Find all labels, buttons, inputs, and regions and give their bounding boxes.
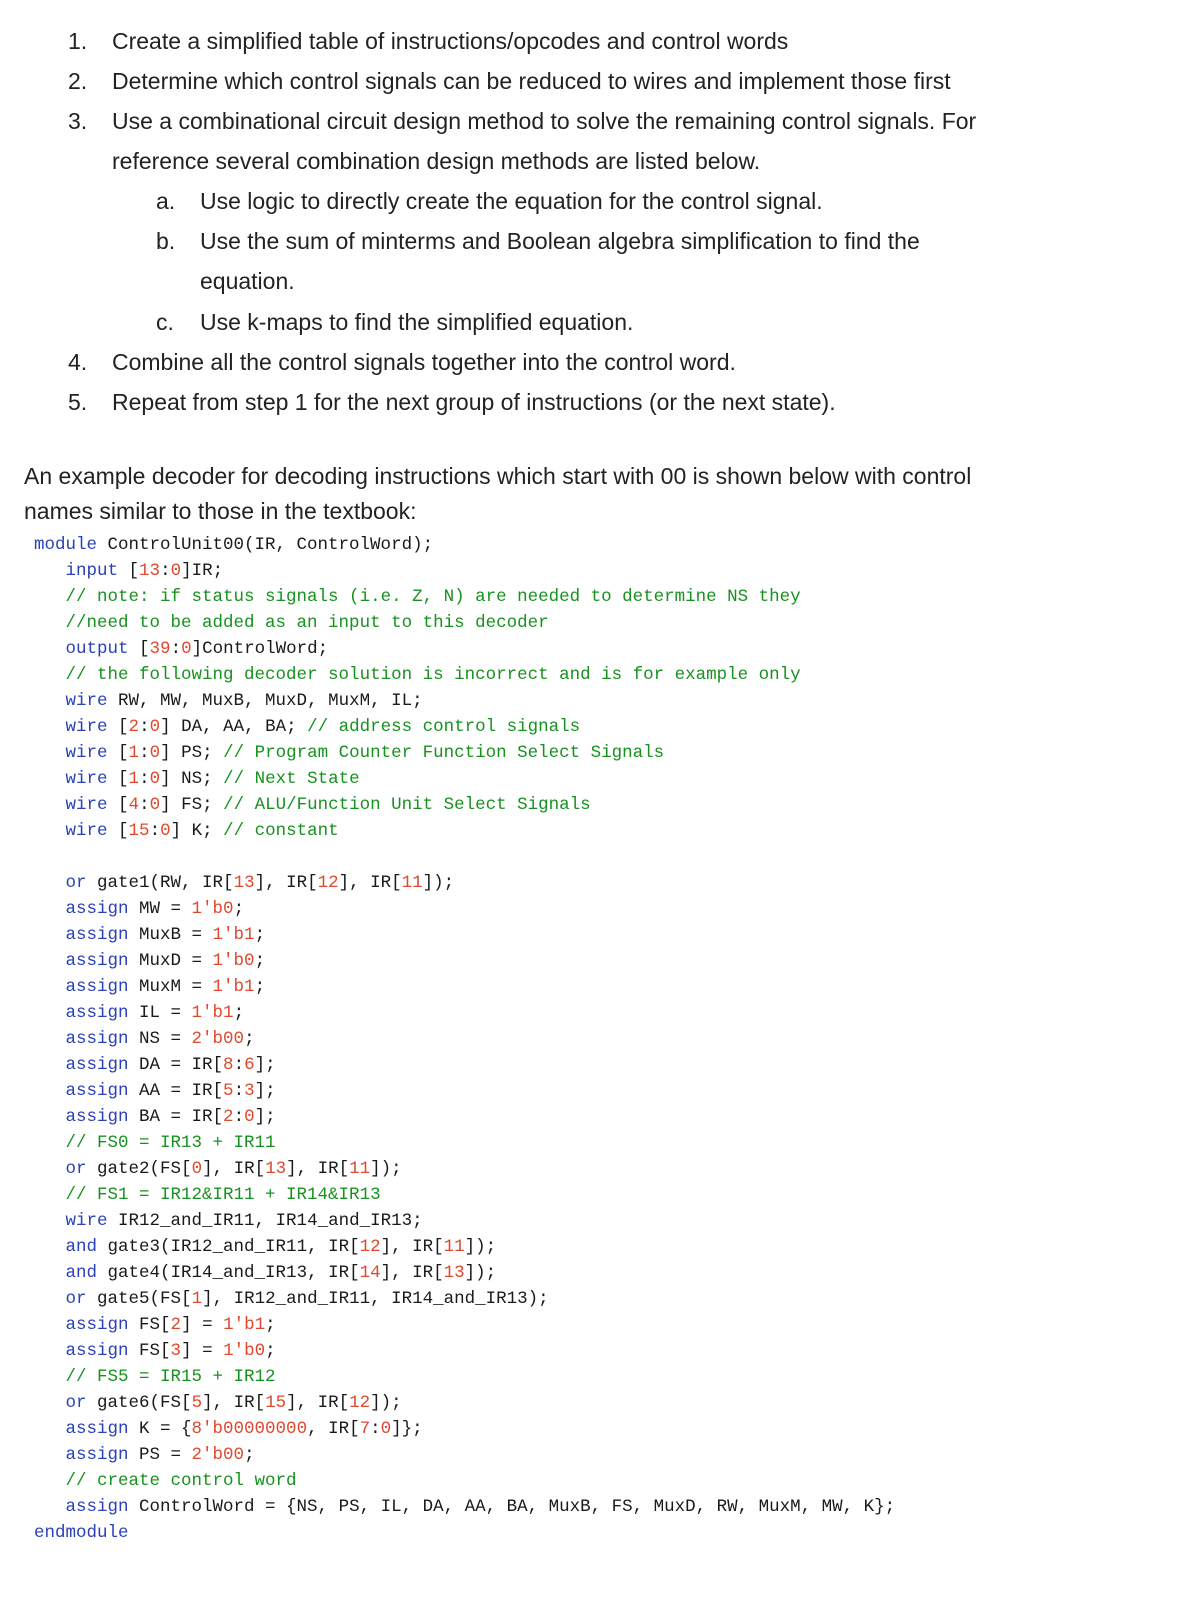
code-number: 0: [149, 795, 161, 815]
code-token: RW, MW, MuxB, MuxD, MuxM, IL;: [107, 691, 423, 711]
code-token: [: [107, 717, 129, 737]
code-token: [34, 1159, 66, 1179]
code-token: PS =: [128, 1445, 192, 1465]
code-comment: // Program Counter Function Select Signals: [223, 743, 665, 763]
code-token: [34, 977, 66, 997]
code-keyword: and: [65, 1237, 98, 1257]
code-token: [34, 587, 66, 607]
code-token: [34, 1055, 66, 1075]
code-line: [34, 584, 801, 610]
code-token: [34, 1237, 66, 1257]
code-number: 7: [359, 1419, 371, 1439]
code-token: :: [139, 743, 150, 763]
code-token: ;: [233, 1003, 245, 1023]
code-token: IR12_and_IR11, IR14_and_IR13;: [107, 1211, 423, 1231]
code-keyword: assign: [65, 1029, 129, 1049]
code-keyword: assign: [65, 977, 129, 997]
code-keyword: wire: [65, 743, 108, 763]
code-token: MuxD =: [128, 951, 213, 971]
code-token: ]);: [464, 1263, 497, 1283]
code-number: 1'b1: [223, 1315, 266, 1335]
code-token: :: [233, 1107, 245, 1127]
code-keyword: assign: [65, 1003, 129, 1023]
code-token: DA = IR[: [128, 1055, 224, 1075]
code-line: [34, 740, 664, 766]
code-keyword: wire: [65, 769, 108, 789]
code-line: [34, 1520, 129, 1546]
code-token: [34, 821, 66, 841]
code-number: 12: [317, 873, 339, 893]
code-number: 14: [359, 1263, 381, 1283]
code-number: 1'b0: [191, 899, 234, 919]
code-line: [34, 1104, 276, 1130]
code-keyword: or: [65, 1159, 87, 1179]
code-comment: // create control word: [65, 1471, 297, 1491]
code-keyword: wire: [65, 717, 108, 737]
code-token: gate6(FS[: [86, 1393, 192, 1413]
code-token: [34, 951, 66, 971]
code-keyword: wire: [65, 691, 108, 711]
code-number: 8'b00000000: [191, 1419, 308, 1439]
code-token: ], IR[: [338, 873, 402, 893]
code-token: ]);: [370, 1393, 402, 1413]
code-token: FS[: [128, 1315, 171, 1335]
code-token: :: [233, 1081, 245, 1101]
code-line: [34, 1442, 255, 1468]
substep-text: Use k-maps to find the simplified equation.: [200, 309, 634, 335]
code-token: [34, 925, 66, 945]
code-line: [34, 532, 433, 558]
code-token: ], IR[: [202, 1393, 266, 1413]
code-keyword: assign: [65, 1055, 129, 1075]
code-keyword: wire: [65, 821, 108, 841]
code-token: ] PS;: [160, 743, 224, 763]
code-token: ]ControlWord;: [191, 639, 329, 659]
code-token: ] =: [181, 1315, 224, 1335]
code-comment: // FS0 = IR13 + IR11: [65, 1133, 276, 1153]
substep-text-continued: equation.: [200, 268, 295, 294]
code-line: [34, 610, 549, 636]
step-text: Repeat from step 1 for the next group of instructions (or the next state).: [112, 389, 836, 415]
code-number: 0: [149, 769, 161, 789]
code-token: ], IR[: [380, 1263, 444, 1283]
code-token: [34, 1341, 66, 1361]
step-text: Create a simplified table of instructions/opcodes and control words: [112, 28, 789, 54]
code-token: [34, 561, 66, 581]
code-comment: // Next State: [223, 769, 360, 789]
code-number: 0: [181, 639, 192, 659]
code-number: 1'b0: [212, 951, 255, 971]
code-token: ], IR12_and_IR11, IR14_and_IR13);: [202, 1289, 549, 1309]
code-number: 1: [191, 1289, 203, 1309]
code-number: 3: [170, 1341, 182, 1361]
code-number: 1: [128, 743, 140, 763]
code-number: 1'b0: [223, 1341, 266, 1361]
code-number: 1'b1: [212, 925, 255, 945]
code-token: [34, 639, 66, 659]
code-token: [: [118, 561, 140, 581]
code-number: 2: [128, 717, 140, 737]
code-token: AA = IR[: [128, 1081, 224, 1101]
code-token: [34, 1263, 66, 1283]
code-line: [34, 1078, 276, 1104]
code-token: [34, 795, 66, 815]
code-token: ], IR[: [202, 1159, 266, 1179]
step-number: 4.: [68, 349, 88, 375]
code-keyword: and: [65, 1263, 98, 1283]
code-token: BA = IR[: [128, 1107, 224, 1127]
code-token: ], IR[: [380, 1237, 444, 1257]
code-token: ;: [244, 1029, 255, 1049]
code-token: K = {: [128, 1419, 192, 1439]
code-token: [34, 1003, 66, 1023]
code-token: [34, 1445, 66, 1465]
step-number: 1.: [68, 28, 88, 54]
code-line: [34, 896, 244, 922]
code-token: ]);: [422, 873, 455, 893]
substep-letter: a.: [156, 188, 176, 214]
code-line: [34, 818, 339, 844]
code-line: [34, 1130, 276, 1156]
code-keyword: assign: [65, 1497, 129, 1517]
code-token: :: [139, 717, 150, 737]
code-line: [34, 766, 360, 792]
code-token: :: [139, 795, 150, 815]
code-token: [34, 1497, 66, 1517]
step-number: 2.: [68, 68, 88, 94]
code-comment: // FS1 = IR12&IR11 + IR14&IR13: [65, 1185, 381, 1205]
code-token: gate3(IR12_and_IR11, IR[: [97, 1237, 360, 1257]
code-keyword: or: [65, 873, 87, 893]
code-line: [34, 1364, 276, 1390]
code-keyword: or: [65, 1393, 87, 1413]
code-number: 15: [128, 821, 150, 841]
code-token: MuxB =: [128, 925, 213, 945]
code-token: ] FS;: [160, 795, 224, 815]
code-keyword: assign: [65, 899, 129, 919]
code-number: 1'b1: [191, 1003, 234, 1023]
code-line: [34, 688, 423, 714]
code-line: [34, 1208, 423, 1234]
code-token: NS =: [128, 1029, 192, 1049]
code-token: ], IR[: [254, 873, 318, 893]
code-keyword: wire: [65, 795, 108, 815]
code-token: [34, 1081, 66, 1101]
code-token: [34, 1107, 66, 1127]
code-token: :: [233, 1055, 245, 1075]
code-line: [34, 922, 265, 948]
code-keyword: input: [65, 561, 119, 581]
substep-text: Use the sum of minterms and Boolean algebra simplification to find the: [200, 228, 920, 254]
code-token: [34, 1185, 66, 1205]
code-comment: // the following decoder solution is incorrect and is for example only: [65, 665, 801, 685]
code-token: gate4(IR14_and_IR13, IR[: [97, 1263, 360, 1283]
substep-letter: c.: [156, 309, 174, 335]
code-keyword: assign: [65, 951, 129, 971]
intro-paragraph-line-1: An example decoder for decoding instructions which start with 00 is shown below with control: [24, 463, 972, 489]
code-number: 12: [349, 1393, 371, 1413]
code-token: [: [107, 769, 129, 789]
code-keyword: wire: [65, 1211, 108, 1231]
substep-letter: b.: [156, 228, 176, 254]
code-token: ControlUnit00(IR, ControlWord);: [97, 535, 434, 555]
code-number: 6: [244, 1055, 255, 1075]
code-number: 0: [244, 1107, 255, 1127]
code-line: [34, 1000, 244, 1026]
code-line: [34, 1286, 549, 1312]
step-number: 3.: [68, 108, 88, 134]
code-token: ;: [265, 1315, 276, 1335]
code-line: [34, 1156, 402, 1182]
code-token: ] K;: [170, 821, 224, 841]
code-token: FS[: [128, 1341, 171, 1361]
code-token: ;: [254, 977, 266, 997]
code-number: 13: [443, 1263, 465, 1283]
code-number: 0: [380, 1419, 392, 1439]
code-comment: // ALU/Function Unit Select Signals: [223, 795, 591, 815]
code-token: gate5(FS[: [86, 1289, 192, 1309]
code-token: [: [128, 639, 150, 659]
code-line: [34, 974, 265, 1000]
code-token: [34, 1471, 66, 1491]
code-number: 2'b00: [191, 1445, 245, 1465]
code-number: 13: [139, 561, 161, 581]
code-keyword: output: [65, 639, 129, 659]
code-number: 0: [149, 743, 161, 763]
step-number: 5.: [68, 389, 88, 415]
code-token: gate2(FS[: [86, 1159, 192, 1179]
code-token: ] NS;: [160, 769, 224, 789]
code-line: [34, 714, 580, 740]
code-line: [34, 662, 801, 688]
code-number: 2: [170, 1315, 182, 1335]
code-token: [34, 1393, 66, 1413]
code-line: [34, 1312, 276, 1338]
code-token: ;: [265, 1341, 276, 1361]
code-token: ;: [244, 1445, 255, 1465]
code-line: [34, 792, 591, 818]
code-token: :: [149, 821, 161, 841]
code-line: [34, 1468, 297, 1494]
code-token: ], IR[: [286, 1393, 350, 1413]
code-token: ];: [254, 1081, 276, 1101]
code-number: 2'b00: [191, 1029, 245, 1049]
code-token: :: [370, 1419, 381, 1439]
code-token: [34, 1029, 66, 1049]
code-number: 1: [128, 769, 140, 789]
code-line: [34, 948, 265, 974]
code-token: :: [139, 769, 150, 789]
code-token: ] =: [181, 1341, 224, 1361]
code-number: 11: [401, 873, 423, 893]
code-token: MW =: [128, 899, 192, 919]
code-number: 11: [443, 1237, 465, 1257]
code-token: [34, 1419, 66, 1439]
code-line: [34, 1260, 496, 1286]
code-token: ], IR[: [286, 1159, 350, 1179]
step-text-continued: reference several combination design methods are listed below.: [112, 148, 761, 174]
code-token: [: [107, 821, 129, 841]
code-comment: // FS5 = IR15 + IR12: [65, 1367, 276, 1387]
code-keyword: assign: [65, 1445, 129, 1465]
code-number: 2: [223, 1107, 234, 1127]
code-token: ;: [254, 925, 266, 945]
step-text: Use a combinational circuit design method to solve the remaining control signals. For: [112, 108, 977, 134]
code-token: [34, 743, 66, 763]
code-token: ]);: [464, 1237, 497, 1257]
code-token: [34, 1367, 66, 1387]
code-token: :: [170, 639, 182, 659]
code-number: 0: [170, 561, 182, 581]
code-number: 5: [191, 1393, 203, 1413]
code-token: IL =: [128, 1003, 192, 1023]
code-number: 0: [149, 717, 161, 737]
code-number: 0: [160, 821, 171, 841]
code-number: 11: [349, 1159, 371, 1179]
code-token: [34, 769, 66, 789]
code-comment: //need to be added as an input to this decoder: [65, 613, 549, 633]
code-token: [34, 1211, 66, 1231]
code-number: 0: [191, 1159, 203, 1179]
code-line: [34, 870, 454, 896]
code-number: 4: [128, 795, 140, 815]
code-token: :: [160, 561, 171, 581]
code-token: [34, 613, 66, 633]
code-keyword: or: [65, 1289, 87, 1309]
code-token: [34, 1133, 66, 1153]
code-token: [34, 873, 66, 893]
code-line: [34, 1182, 381, 1208]
code-number: 13: [233, 873, 255, 893]
step-text: Determine which control signals can be reduced to wires and implement those first: [112, 68, 951, 94]
code-number: 3: [244, 1081, 255, 1101]
code-line: [34, 1052, 276, 1078]
code-token: MuxM =: [128, 977, 213, 997]
intro-paragraph-line-2: names similar to those in the textbook:: [24, 498, 417, 524]
code-line: [34, 1338, 276, 1364]
code-line: [34, 1416, 423, 1442]
code-line: [34, 558, 223, 584]
code-token: ]);: [370, 1159, 402, 1179]
code-token: [: [107, 743, 129, 763]
code-token: [34, 899, 66, 919]
code-number: 8: [223, 1055, 234, 1075]
step-text: Combine all the control signals together into the control word.: [112, 349, 736, 375]
code-keyword: assign: [65, 1107, 129, 1127]
code-keyword: assign: [65, 1341, 129, 1361]
code-line: [34, 636, 328, 662]
code-token: [: [107, 795, 129, 815]
code-token: gate1(RW, IR[: [86, 873, 234, 893]
code-keyword: module: [34, 535, 98, 555]
code-line: [34, 1494, 895, 1520]
code-number: 13: [265, 1159, 287, 1179]
code-comment: // note: if status signals (i.e. Z, N) are needed to determine NS they: [65, 587, 801, 607]
code-number: 5: [223, 1081, 234, 1101]
code-keyword: assign: [65, 925, 129, 945]
code-comment: // address control signals: [307, 717, 581, 737]
code-token: [34, 1289, 66, 1309]
code-token: ];: [254, 1107, 276, 1127]
code-keyword: assign: [65, 1315, 129, 1335]
code-keyword: endmodule: [34, 1523, 129, 1543]
code-line: [34, 1026, 255, 1052]
code-token: , IR[: [307, 1419, 360, 1439]
code-comment: // constant: [223, 821, 339, 841]
code-token: ;: [233, 899, 245, 919]
code-token: ControlWord = {NS, PS, IL, DA, AA, BA, MuxB, FS, MuxD, RW, MuxM, MW, K};: [128, 1497, 896, 1517]
code-keyword: assign: [65, 1419, 129, 1439]
code-token: ]};: [391, 1419, 423, 1439]
code-line: [34, 1390, 402, 1416]
code-token: [34, 665, 66, 685]
code-number: 15: [265, 1393, 287, 1413]
code-token: [34, 1315, 66, 1335]
code-line: [34, 1234, 496, 1260]
code-token: ] DA, AA, BA;: [160, 717, 308, 737]
code-token: [34, 717, 66, 737]
code-keyword: assign: [65, 1081, 129, 1101]
code-token: [34, 691, 66, 711]
code-number: 1'b1: [212, 977, 255, 997]
code-number: 12: [359, 1237, 381, 1257]
substep-text: Use logic to directly create the equation for the control signal.: [200, 188, 823, 214]
code-token: ;: [254, 951, 266, 971]
code-number: 39: [149, 639, 171, 659]
code-token: ];: [254, 1055, 276, 1075]
code-token: ]IR;: [181, 561, 224, 581]
